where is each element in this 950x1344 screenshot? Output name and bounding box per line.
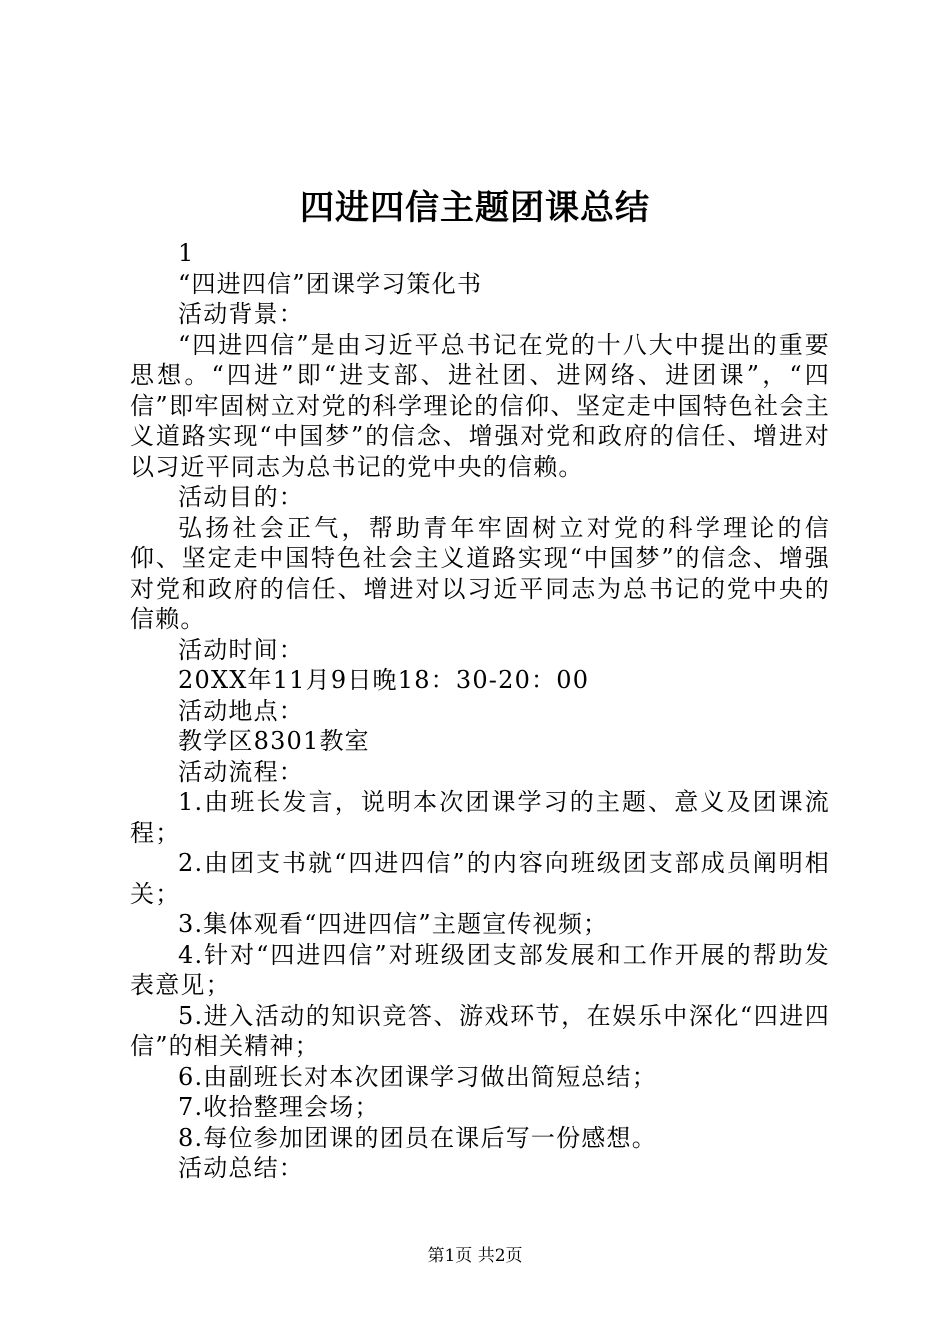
paragraph-number: 1 bbox=[178, 239, 195, 267]
paragraph-location: 教学区8301教室 bbox=[178, 727, 370, 755]
process-step-5: 5.进入活动的知识竞答、游戏环节，在娱乐中深化“四进四信”的相关精神； bbox=[130, 1001, 830, 1060]
process-step-3: 3.集体观看“四进四信”主题宣传视频； bbox=[178, 910, 609, 938]
paragraph-purpose: 弘扬社会正气，帮助青年牢固树立对党的科学理论的信仰、坚定走中国特色社会主义道路实现“中国梦”的信念、增强对党和政府的信任、增进对以习近平同志为总书记的党中央的信赖。 bbox=[130, 513, 830, 633]
heading-purpose: 活动目的： bbox=[178, 483, 304, 511]
paragraph-background: “四进四信”是由习近平总书记在党的十八大中提出的重要思想。“四进”即“进支部、进社团、进网络、进团课”，“四信”即牢固树立对党的科学理论的信仰、坚定走中国特色社会主义道路实现“中国梦”的信念、增强对党和政府的信任、增进对以习近平同志为总书记的党中央的信赖。 bbox=[130, 330, 830, 481]
heading-background: 活动背景： bbox=[178, 300, 304, 328]
heading-process: 活动流程： bbox=[178, 757, 304, 786]
page-footer: 第1页 共2页 bbox=[427, 1246, 523, 1266]
process-step-4: 4.针对“四进四信”对班级团支部发展和工作开展的帮助发表意见； bbox=[130, 940, 830, 999]
paragraph-plan-title: “四进四信”团课学习策化书 bbox=[178, 269, 483, 298]
paragraph-time: 20XX年11月9日晚18：30-20：00 bbox=[178, 666, 590, 694]
heading-time: 活动时间： bbox=[178, 635, 304, 664]
heading-location: 活动地点： bbox=[178, 696, 304, 725]
process-step-8: 8.每位参加团课的团员在课后写一份感想。 bbox=[178, 1123, 657, 1152]
process-step-1: 1.由班长发言，说明本次团课学习的主题、意义及团课流程； bbox=[130, 788, 830, 847]
heading-summary: 活动总结： bbox=[178, 1154, 304, 1182]
document-title: 四进四信主题团课总结 bbox=[300, 188, 650, 228]
document-body bbox=[130, 238, 830, 1184]
process-step-2: 2.由团支书就“四进四信”的内容向班级团支部成员阐明相关； bbox=[130, 849, 830, 908]
process-step-7: 7.收拾整理会场； bbox=[178, 1093, 380, 1121]
process-step-6: 6.由副班长对本次团课学习做出简短总结； bbox=[178, 1062, 657, 1091]
